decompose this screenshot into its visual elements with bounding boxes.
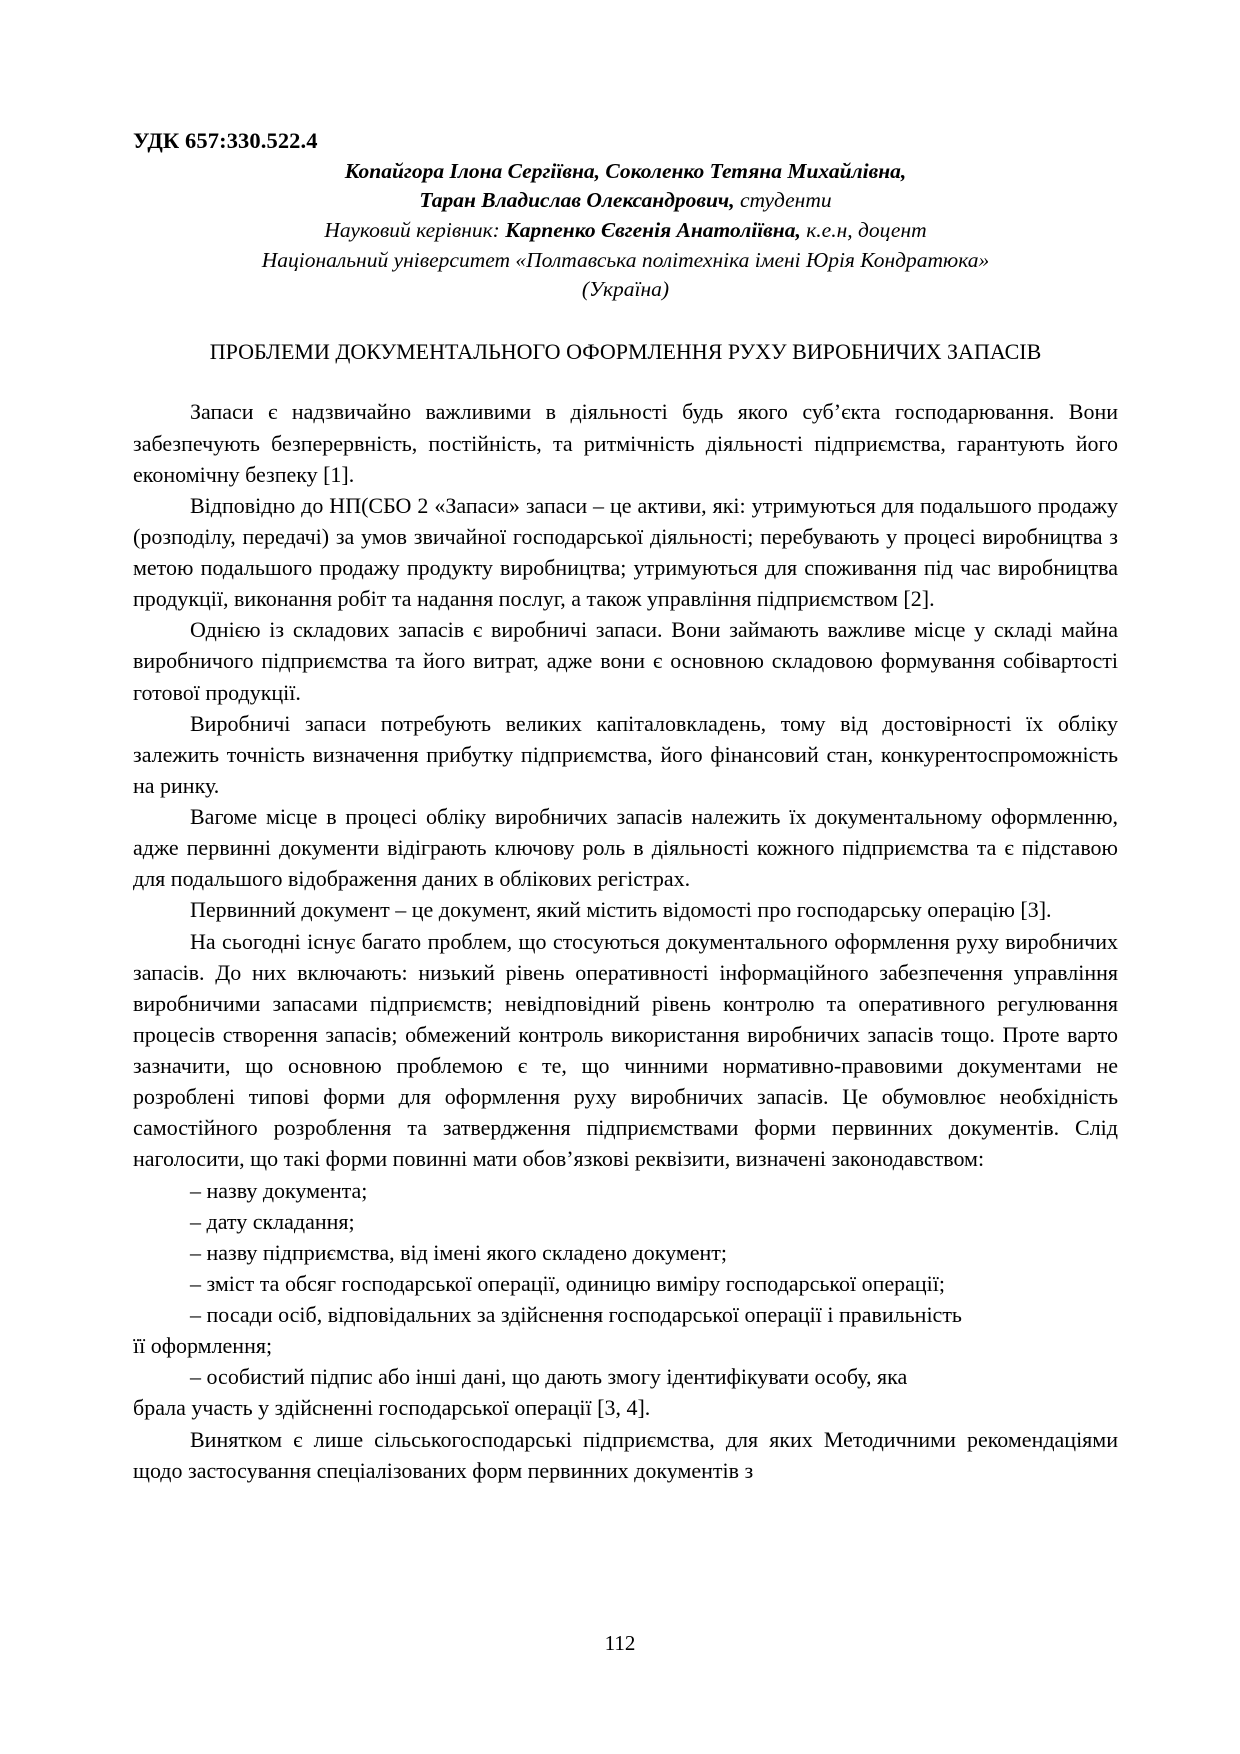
paragraph: Виробничі запаси потребують великих капіталовкладень, тому від достовірності їх обліку залежить точність визначення прибутку підприємства, його фінансовий стан, конкурентоспроможність на ринку. <box>133 710 1118 798</box>
list-item: – назву документа; <box>190 1177 368 1203</box>
author-line-2 <box>133 186 1118 216</box>
paragraph: Однією із складових запасів є виробничі запаси. Вони займають важливе місце у складі майна виробничого підприємства та його витрат, адже вони є основною складовою формування собівартості готової продукції. <box>133 617 1118 705</box>
udk-code: УДК 657:330.522.4 <box>133 128 318 153</box>
country-line <box>133 275 1118 305</box>
affiliation: Національний університет «Полтавська політехніка імені Юрія Кондратюка» <box>261 247 990 272</box>
list-item-continuation: брала участь у здійсненні господарської операції [3, 4]. <box>133 1395 651 1421</box>
paragraph: Відповідно до НП(СБО 2 «Запаси» запаси – це активи, які: утримуються для подальшого продажу (розподілу, передачі) за умов звичайної господарської діяльності; перебувають у процесі виробництва з метою подальшого продажу продукту виробництва; утримуються для споживання під час виробництва продукції, виконання робіт та надання послуг, а також управління підприємством [2]. <box>133 492 1118 612</box>
paragraph: Винятком є лише сільськогосподарські підприємства, для яких Методичними рекомендаціями щодо застосування спеціалізованих форм первинних документів з <box>133 1426 1118 1483</box>
body-text <box>133 396 1118 1485</box>
list-item: – назву підприємства, від імені якого складено документ; <box>190 1239 728 1265</box>
supervisor-line <box>133 216 1118 246</box>
page-title: ПРОБЛЕМИ ДОКУМЕНТАЛЬНОГО ОФОРМЛЕННЯ РУХУ ВИРОБНИЧИХ ЗАПАСІВ <box>209 338 1042 364</box>
supervisor-name: Карпенко Євгенія Анатоліївна, <box>505 217 801 242</box>
list-item: – зміст та обсяг господарської операції, одиницю виміру господарської операції; <box>190 1270 945 1296</box>
country: (Україна) <box>581 277 670 302</box>
author-role: студенти <box>734 188 832 213</box>
author-names-1: Копайгора Ілона Сергіївна, Соколенко Тетяна Михайлівна, <box>344 158 907 183</box>
supervisor-prefix: Науковий керівник: <box>324 217 506 242</box>
author-names-2: Таран Владислав Олександрович, <box>419 188 735 213</box>
list-item: – посади осіб, відповідальних за здійснення господарської операції і правильність <box>190 1302 962 1328</box>
supervisor-degree: к.е.н, доцент <box>800 217 927 242</box>
paragraph: На сьогодні існує багато проблем, що стосуються документального оформлення руху виробничих запасів. До них включають: низький рівень оперативності інформаційного забезпечення управління виробничими запасами підприємств; невідповідний рівень контролю та оперативного регулювання процесів створення запасів; обмежений контроль використання виробничих запасів тощо. Проте варто зазначити, що основною проблемою є те, що чинними нормативно-правовими документами не розроблені типові форми для оформлення руху виробничих запасів. Це обумовлює необхідність самостійного розроблення та затвердження підприємствами форми первинних документів. Слід наголосити, що такі форми повинні мати обов’язкові реквізити, визначені законодавством: <box>133 928 1118 1172</box>
affiliation-line <box>133 246 1118 276</box>
list-item: – дату складання; <box>190 1208 355 1234</box>
list-item: – особистий підпис або інші дані, що дають змогу ідентифікувати особу, яка <box>190 1364 908 1390</box>
author-line-1 <box>133 157 1118 187</box>
page-number: 112 <box>604 1631 636 1655</box>
paragraph: Вагоме місце в процесі обліку виробничих запасів належить їх документальному оформленню, адже первинні документи відіграють ключову роль в діяльності кожного підприємства та є підставою для подальшого відображення даних в облікових регістрах. <box>133 804 1118 892</box>
paragraph: Запаси є надзвичайно важливими в діяльності будь якого суб’єкта господарювання. Вони забезпечують безперервність, постійність, та ритмічність діяльності підприємства, гарантують його економічну безпеку [1]. <box>133 399 1118 487</box>
byline-block <box>133 157 1118 305</box>
list-item-continuation: її оформлення; <box>133 1333 273 1359</box>
paragraph: Первинний документ – це документ, який містить відомості про господарську операцію [3]. <box>190 897 1052 923</box>
